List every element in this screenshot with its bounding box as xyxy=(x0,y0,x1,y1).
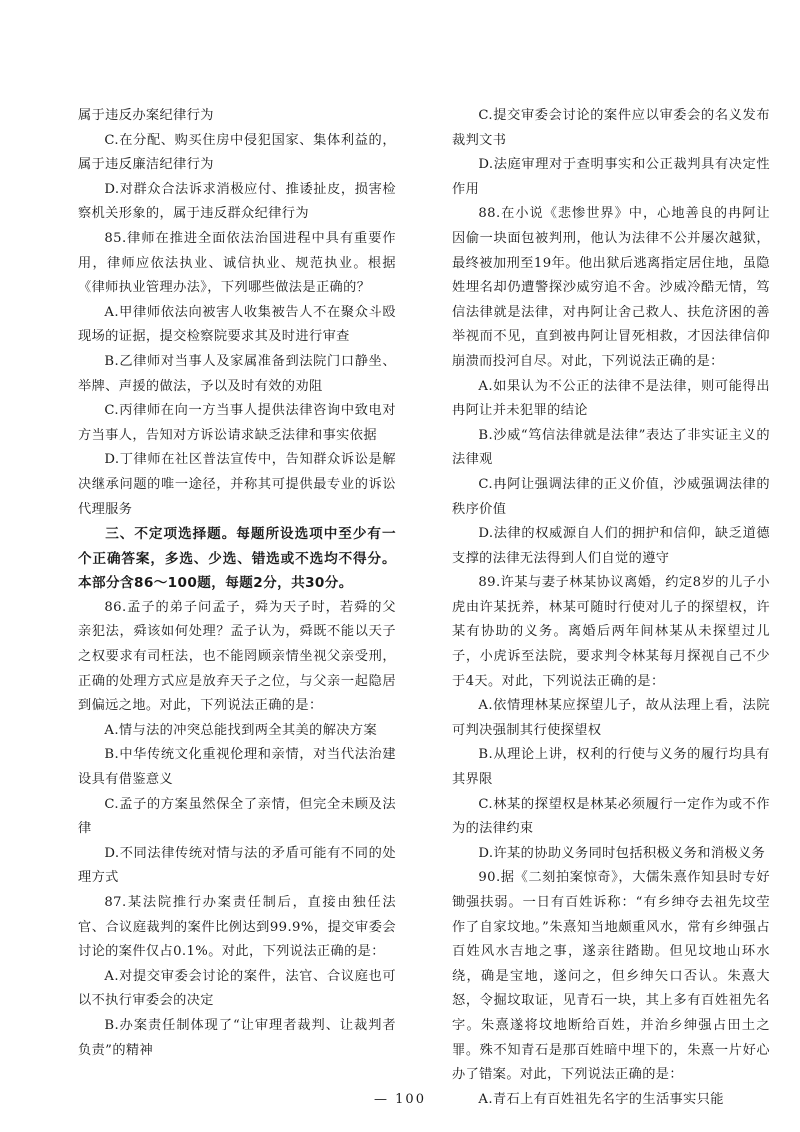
paragraph: D.不同法律传统对情与法的矛盾可能有不同的处理方式 xyxy=(78,845,396,886)
paragraph: A.依情理林某应探望儿子，故从法理上看，法院可判决强制其行使探望权 xyxy=(452,698,770,738)
paragraph: A.甲律师依法向被害人收集被告人不在聚众斗殴现场的证据，提交检察院要求其及时进行审查 xyxy=(78,304,396,345)
paragraph: 87.某法院推行办案责任制后，直接由独任法官、合议庭裁判的案件比例达到99.9%，提交审委会讨论的案件仅占0.1%。对此，下列说法正确的是： xyxy=(78,895,396,960)
paragraph: A.青石上有百姓祖先名字的生活事实只能 xyxy=(478,1091,724,1107)
paragraph: B.沙威“笃信法律就是法律”表达了非实证主义的法律观 xyxy=(452,427,770,468)
paragraph: C.丙律师在向一方当事人提供法律咨询中致电对方当事人，告知对方诉讼请求缺乏法律和事实依据 xyxy=(78,403,396,443)
paragraph: B.从理论上讲，权利的行使与义务的履行均具有其界限 xyxy=(452,747,770,788)
paragraph: A.对提交审委会讨论的案件，法官、合议庭也可以不执行审委会的决定 xyxy=(78,968,396,1009)
section-heading: 三、不定项选择题。每题所设选项中至少有一个正确答案，多选、少选、错选或不选均不得分。本部分含86～100题，每题2分，共30分。 xyxy=(78,526,396,592)
paragraph: B.中华传统文化重视伦理和亲情，对当代法治建设具有借鉴意义 xyxy=(78,747,396,788)
paragraph: A.情与法的冲突总能找到两全其美的解决方案 xyxy=(104,722,378,738)
paragraph: D.丁律师在社区普法宣传中，告知群众诉讼是解决继承问题的唯一途径，并称其可提供最专业的诉讼代理服务 xyxy=(78,452,396,517)
paragraph: B.乙律师对当事人及家属准备到法院门口静坐、举牌、声援的做法，予以及时有效的劝阻 xyxy=(78,353,396,394)
paragraph: C.冉阿让强调法律的正义价值，沙威强调法律的秩序价值 xyxy=(452,476,770,517)
paragraph: C.提交审委会讨论的案件应以审委会的名义发布裁判文书 xyxy=(452,108,770,148)
page-number: — 100 xyxy=(374,1092,426,1107)
paragraph: 90.据《二刻拍案惊奇》，大儒朱熹作知县时专好锄强扶弱。一日有百姓诉称：“有乡绅夺去祖先坟茔作了自家坟地。”朱熹知当地颇重风水，常有乡绅强占百姓风水吉地之事，遂亲往踏勘。但见坟地山环水绕，确是宝地，遂问之，但乡绅矢口否认。朱熹大怒，令掘坟取证，见青石一块，其上多有百姓祖先名字。朱熹遂将坟地断给百姓，并治乡绅强占田土之罪。殊不知青石是那百姓暗中埋下的，朱熹一片好心办了错案。对此，下列说法正确的是： xyxy=(452,870,770,1083)
paragraph: 属于违反办案纪律行为 xyxy=(78,108,214,123)
paragraph: C.林某的探望权是林某必须履行一定作为或不作为的法律约束 xyxy=(452,796,770,837)
paragraph: C.在分配、购买住房中侵犯国家、集体利益的，属于违反廉洁纪律行为 xyxy=(78,132,396,173)
paragraph: 86.孟子的弟子问孟子，舜为天子时，若舜的父亲犯法，舜该如何处理？孟子认为，舜既不能以天子之权要求有司枉法，也不能罔顾亲情坐视父亲受刑，正确的处理方式应是放弃天子之位，与父亲一起隐居到偏远之地。对此，下列说法正确的是： xyxy=(78,599,396,714)
right-column xyxy=(452,104,770,1112)
paragraph: 88.在小说《悲惨世界》中，心地善良的冉阿让因偷一块面包被判刑，他认为法律不公并屡次越狱，最终被加刑至19年。他出狱后逃离指定居住地，虽隐姓埋名却仍遭警探沙威穷追不舍。沙威冷酷无情，笃信法律就是法律，对冉阿让舍己救人、扶危济困的善举视而不见，直到被冉阿让冒死相救，才因法律信仰崩溃而投河自尽。对此，下列说法正确的是： xyxy=(452,206,770,369)
paragraph: 85.律师在推进全面依法治国进程中具有重要作用，律师应依法执业、诚信执业、规范执业。根据《律师执业管理办法》，下列哪些做法是正确的？ xyxy=(78,230,396,296)
paragraph: B.办案责任制体现了“让审理者裁判、让裁判者负责”的精神 xyxy=(78,1017,396,1058)
paragraph: A.如果认为不公正的法律不是法律，则可能得出冉阿让并未犯罪的结论 xyxy=(452,378,770,419)
paragraph: D.法庭审理对于查明事实和公正裁判具有决定性作用 xyxy=(452,157,770,197)
paragraph: C.孟子的方案虽然保全了亲情，但完全未顾及法律 xyxy=(78,796,396,837)
paragraph: D.对群众合法诉求消极应付、推诿扯皮，损害检察机关形象的，属于违反群众纪律行为 xyxy=(78,181,396,222)
left-column xyxy=(78,104,396,1063)
paragraph: 89.许某与妻子林某协议离婚，约定8岁的儿子小虎由许某抚养，林某可随时行使对儿子的探望权，许某有协助的义务。离婚后两年间林某从未探望过儿子，小虎诉至法院，要求判令林某每月探视自己不少于4天。对此，下列说法正确的是： xyxy=(452,575,770,689)
paragraph: D.法律的权威源自人们的拥护和信仰，缺乏道德支撑的法律无法得到人们自觉的遵守 xyxy=(452,526,770,566)
paragraph: D.许某的协助义务同时包括积极义务和消极义务 xyxy=(478,845,766,861)
